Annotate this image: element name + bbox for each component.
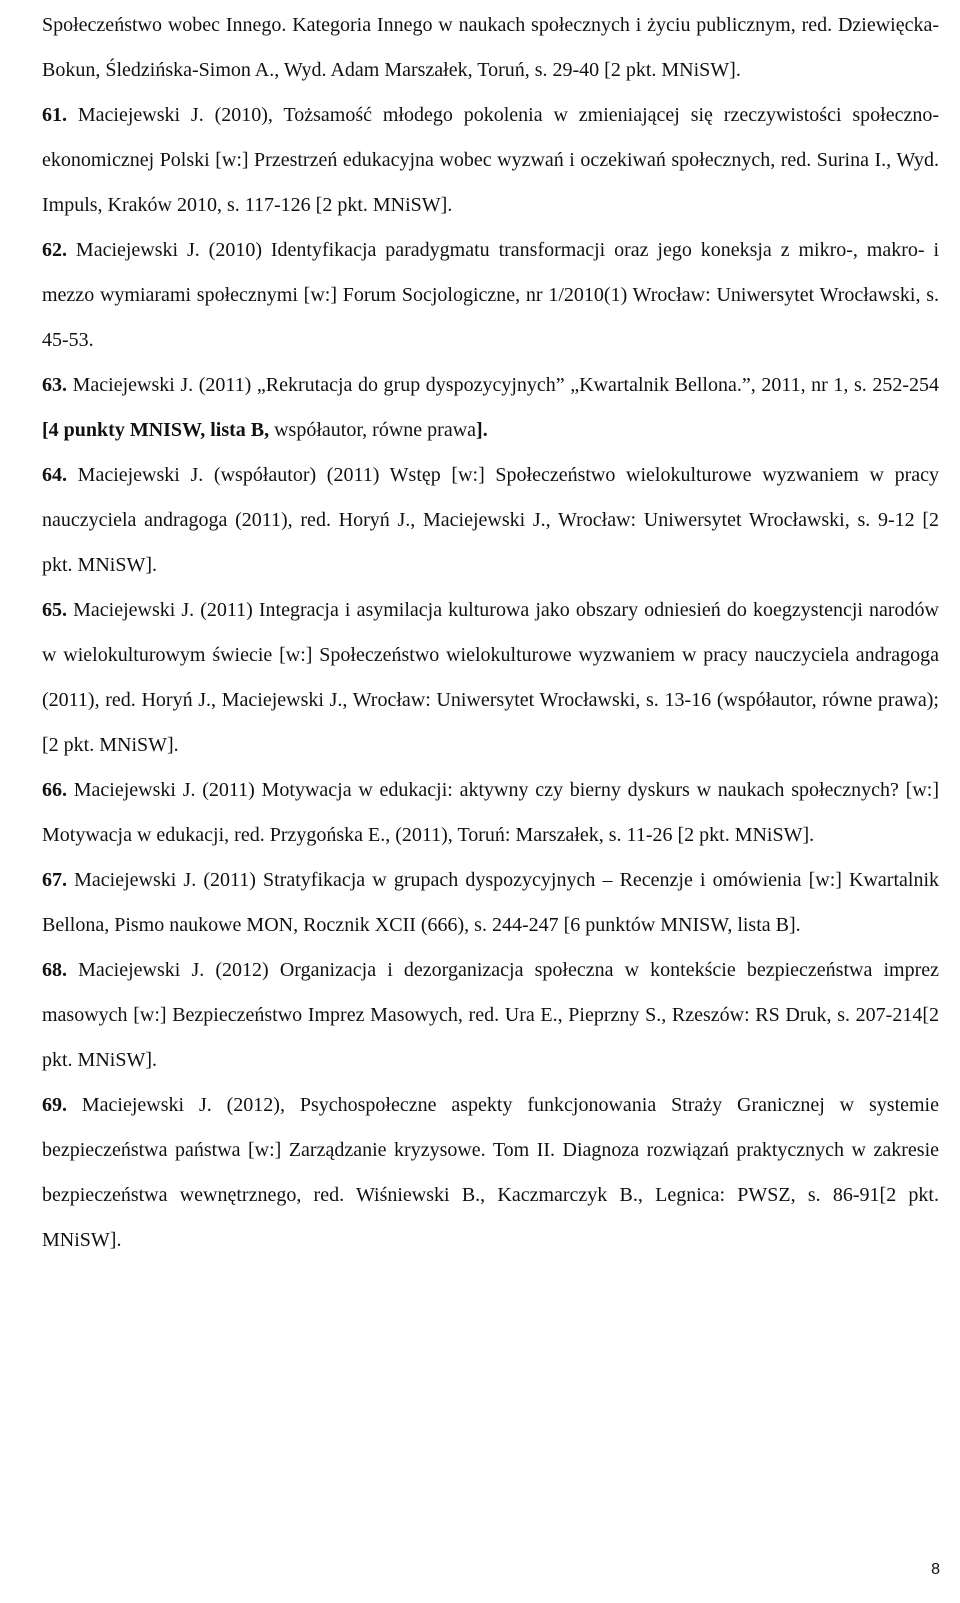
entry-text: Maciejewski J. (2011) Integracja i asymilacja kulturowa jako obszary odniesień do koegzystencji narodów w wielokulturowym świecie [w:] Społeczeństwo wielokulturowe wyzwaniem w pracy nauczyciela andragoga (2011), red. Horyń J., Maciejewski J., Wrocław: Uniwersytet Wrocławski, s. 13-16 (współautor, równe prawa); [2 pkt. MNiSW]. <box>42 599 939 756</box>
entry-text: Społeczeństwo wobec Innego. Kategoria Innego w naukach społecznych i życiu publicznym, red. Dziewięcka-Bokun, Śledzińska-Simon A., Wyd. Adam Marszałek, Toruń, s. 29-40 [2 pkt. MNiSW]. <box>42 14 939 81</box>
entry-bold-text: [4 punkty MNISW, lista B, <box>42 419 270 441</box>
entry-number: 68. <box>42 959 67 981</box>
bibliography-entry-68 <box>42 948 939 1083</box>
bibliography-entry-64 <box>42 453 939 588</box>
entry-text: Maciejewski J. (2012), Psychospołeczne aspekty funkcjonowania Straży Granicznej w systemie bezpieczeństwa państwa [w:] Zarządzanie kryzysowe. Tom II. Diagnoza rozwiązań praktycznych w zakresie bezpieczeństwa wewnętrznego, red. Wiśniewski B., Kaczmarczyk B., Legnica: PWSZ, s. 86-91[2 pkt. MNiSW]. <box>42 1094 939 1251</box>
entry-number: 64. <box>42 464 67 486</box>
entry-text: Maciejewski J. (2010) Identyfikacja paradygmatu transformacji oraz jego koneksja z mikro-, makro- i mezzo wymiarami społecznymi [w:] Forum Socjologiczne, nr 1/2010(1) Wrocław: Uniwersytet Wrocławski, s. 45-53. <box>42 239 939 351</box>
entry-text: Maciejewski J. (współautor) (2011) Wstęp [w:] Społeczeństwo wielokulturowe wyzwaniem w pracy nauczyciela andragoga (2011), red. Horyń J., Maciejewski J., Wrocław: Uniwersytet Wrocławski, s. 9-12 [2 pkt. MNiSW]. <box>42 464 939 576</box>
entry-text: Maciejewski J. (2012) Organizacja i dezorganizacja społeczna w kontekście bezpieczeństwa imprez masowych [w:] Bezpieczeństwo Imprez Masowych, red. Ura E., Pieprzny S., Rzeszów: RS Druk, s. 207-214[2 pkt. MNiSW]. <box>42 959 939 1071</box>
page-number: 8 <box>931 1561 940 1578</box>
bibliography-entry-65 <box>42 588 939 768</box>
entry-text: Maciejewski J. (2011) Motywacja w edukacji: aktywny czy bierny dyskurs w naukach społecznych? [w:] Motywacja w edukacji, red. Przygońska E., (2011), Toruń: Marszałek, s. 11-26 [2 pkt. MNiSW]. <box>42 779 939 846</box>
bibliography-list <box>42 3 939 1263</box>
entry-text-after: współautor, równe prawa <box>269 419 477 441</box>
entry-number: 62. <box>42 239 67 261</box>
entry-text: Maciejewski J. (2010), Tożsamość młodego pokolenia w zmieniającej się rzeczywistości społeczno-ekonomicznej Polski [w:] Przestrzeń edukacyjna wobec wyzwań i oczekiwań społecznych, red. Surina I., Wyd. Impuls, Kraków 2010, s. 117-126 [2 pkt. MNiSW]. <box>42 104 940 216</box>
bibliography-entry-63 <box>42 363 939 453</box>
entry-number: 66. <box>42 779 67 801</box>
entry-text: Maciejewski J. (2011) Stratyfikacja w grupach dyspozycyjnych – Recenzje i omówienia [w:] Kwartalnik Bellona, Pismo naukowe MON, Rocznik XCII (666), s. 244-247 [6 punktów MNISW, lista B]. <box>42 869 940 936</box>
entry-number: 65. <box>42 599 67 621</box>
bibliography-entry-67 <box>42 858 939 948</box>
bibliography-entry-61 <box>42 93 939 228</box>
entry-bold-tail: ]. <box>476 419 488 441</box>
entry-number: 67. <box>42 869 67 891</box>
entry-text: Maciejewski J. (2011) „Rekrutacja do grup dyspozycyjnych” „Kwartalnik Bellona.”, 2011, nr 1, s. 252-254 <box>72 374 940 396</box>
entry-number: 69. <box>42 1094 67 1116</box>
bibliography-entry-continuation <box>42 3 939 93</box>
entry-number: 61. <box>42 104 67 126</box>
entry-number: 63. <box>42 374 67 396</box>
bibliography-entry-69 <box>42 1083 939 1263</box>
bibliography-entry-66 <box>42 768 939 858</box>
bibliography-entry-62 <box>42 228 939 363</box>
